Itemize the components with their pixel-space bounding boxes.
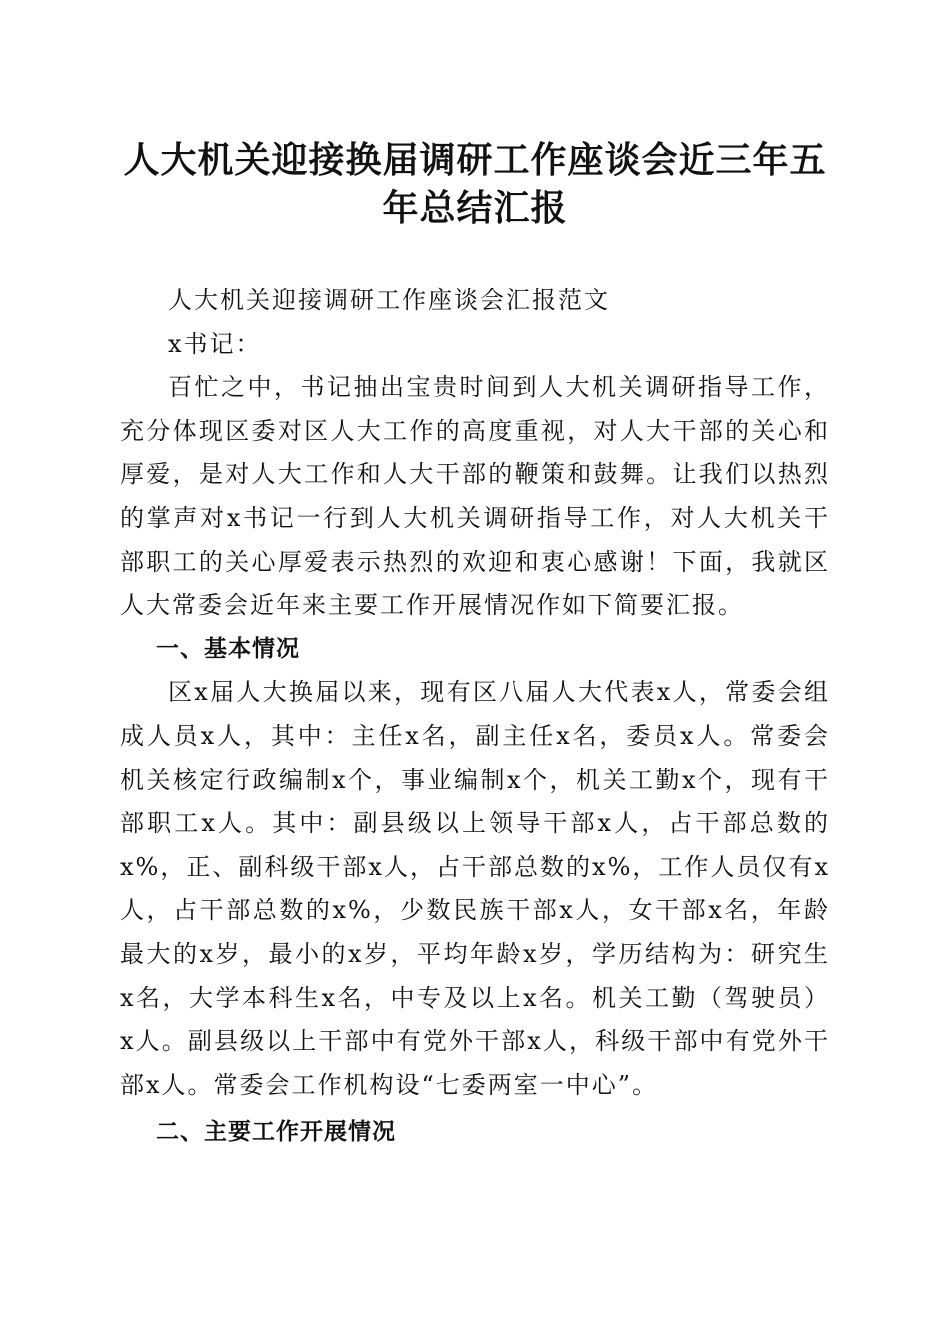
document-subtitle: 人大机关迎接调研工作座谈会汇报范文	[168, 286, 610, 314]
document-title: 人大机关迎接换届调研工作座谈会近三年五年总结汇报	[123, 139, 827, 229]
document-body	[120, 279, 830, 1155]
basic-situation-paragraph: 区x届人大换届以来，现有区八届人大代表x人，常委会组成人员x人，其中：主任x名，副主任x名，委员x人。常委会机关核定行政编制x个，事业编制x个，机关工勤x个，现有干部职工x人。其中：副县级以上领导干部x人，占干部总数的x%，正、副科级干部x人，占干部总数的x%，工作人员仅有x人，占干部总数的x%，少数民族干部x人，女干部x名，年龄最大的x岁，最小的x岁，平均年龄x岁，学历结构为：研究生x名，大学本科生x名，中专及以上x名。机关工勤（驾驶员）x人。副县级以上干部中有党外干部x人，科级干部中有党外干部x人。常委会工作机构设“七委两室一中心”。	[120, 678, 830, 1099]
salutation: x书记：	[168, 329, 262, 358]
section-heading-basic-situation: 一、基本情况	[156, 635, 300, 662]
section-heading-main-work: 二、主要工作开展情况	[156, 1119, 396, 1146]
intro-paragraph: 百忙之中，书记抽出宝贵时间到人大机关调研指导工作，充分体现区委对区人大工作的高度重视，对人大干部的关心和厚爱，是对人大工作和人大干部的鞭策和鼓舞。让我们以热烈的掌声对x书记一行到人大机关调研指导工作，对人大机关干部职工的关心厚爱表示热烈的欢迎和衷心感谢！下面，我就区人大常委会近年来主要工作开展情况作如下简要汇报。	[120, 373, 830, 620]
